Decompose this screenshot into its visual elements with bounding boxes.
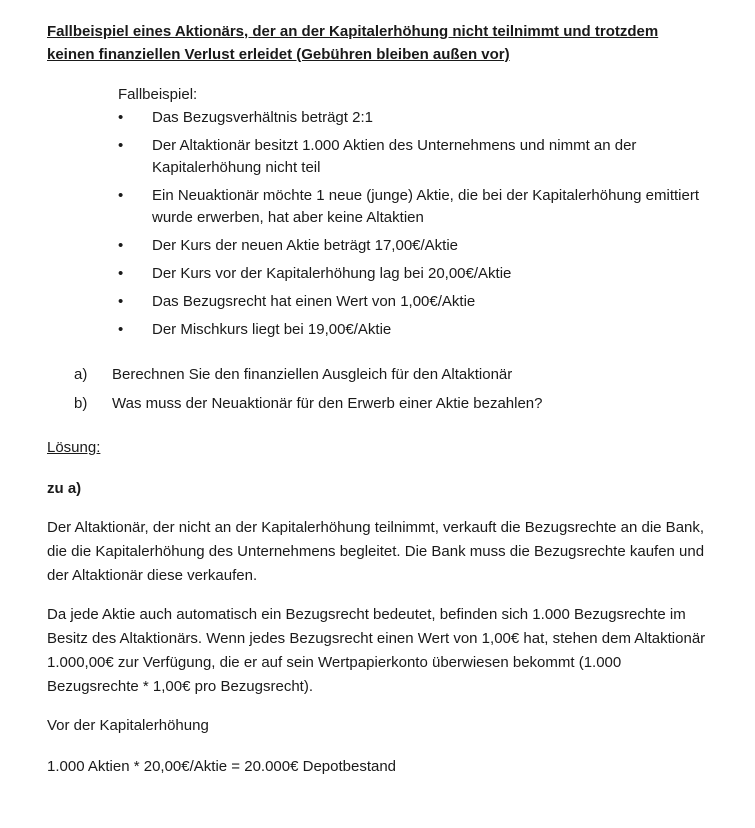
title-line-1: Fallbeispiel eines Aktionärs, der an der Kapitalerhöhung nicht teilnimmt und trotzdem	[47, 23, 659, 40]
question-text: Was muss der Neuaktionär für den Erwerb einer Aktie bezahlen?	[112, 395, 543, 412]
solution-paragraph: Da jede Aktie auch automatisch ein Bezugsrecht bedeutet, befinden sich 1.000 Bezugsrechte im Besitz des Altaktionärs. Wenn jedes Bezugsrecht einen Wert von 1,00€ hat, stehen dem Altaktionär 1.000,00€ zur Verfügung, die er auf sein Wertpapierkonto überwiesen bekommt (1.000 Bezugsrechte * 1,00€ pro Bezugsrecht).	[47, 606, 706, 695]
bullet-item: • Der Altaktionär besitzt 1.000 Aktien des Unternehmens und nimmt an der Kapitalerhöhung nicht teil	[118, 135, 718, 179]
intro-label: Fallbeispiel:	[118, 86, 198, 103]
solution-heading: Lösung:	[47, 439, 101, 456]
title-line-2: keinen finanziellen Verlust erleidet (Gebühren bleiben außen vor)	[47, 46, 510, 63]
case-bullet-list	[118, 107, 718, 347]
solution-paragraph: Vor der Kapitalerhöhung	[47, 717, 209, 734]
bullet-item: • Der Kurs der neuen Aktie beträgt 17,00€/Aktie	[118, 235, 718, 257]
question-marker: b)	[74, 395, 88, 412]
bullet-item: • Das Bezugsverhältnis beträgt 2:1	[118, 107, 718, 129]
bullet-item: • Der Mischkurs liegt bei 19,00€/Aktie	[118, 319, 718, 341]
bullet-item: • Ein Neuaktionär möchte 1 neue (junge) Aktie, die bei der Kapitalerhöhung emittiert wurde erwerben, hat aber keine Altaktien	[118, 185, 718, 229]
question-item-a	[74, 364, 714, 386]
question-list	[74, 364, 714, 422]
solution-paragraph: Der Altaktionär, der nicht an der Kapitalerhöhung teilnimmt, verkauft die Bezugsrechte an die Bank, die die Kapitalerhöhung des Unternehmens begleitet. Die Bank muss die Bezugsrechte kaufen und der Altaktionär diese verkaufen.	[47, 519, 705, 584]
solution-part-a-heading: zu a)	[47, 480, 82, 497]
bullet-item: • Der Kurs vor der Kapitalerhöhung lag bei 20,00€/Aktie	[118, 263, 718, 285]
question-item-b	[74, 393, 714, 415]
document-title	[47, 20, 727, 66]
calculation-line: 1.000 Aktien * 20,00€/Aktie = 20.000€ Depotbestand	[47, 758, 397, 775]
bullet-item: • Das Bezugsrecht hat einen Wert von 1,00€/Aktie	[118, 291, 718, 313]
question-text: Berechnen Sie den finanziellen Ausgleich für den Altaktionär	[112, 366, 513, 383]
question-marker: a)	[74, 366, 88, 383]
